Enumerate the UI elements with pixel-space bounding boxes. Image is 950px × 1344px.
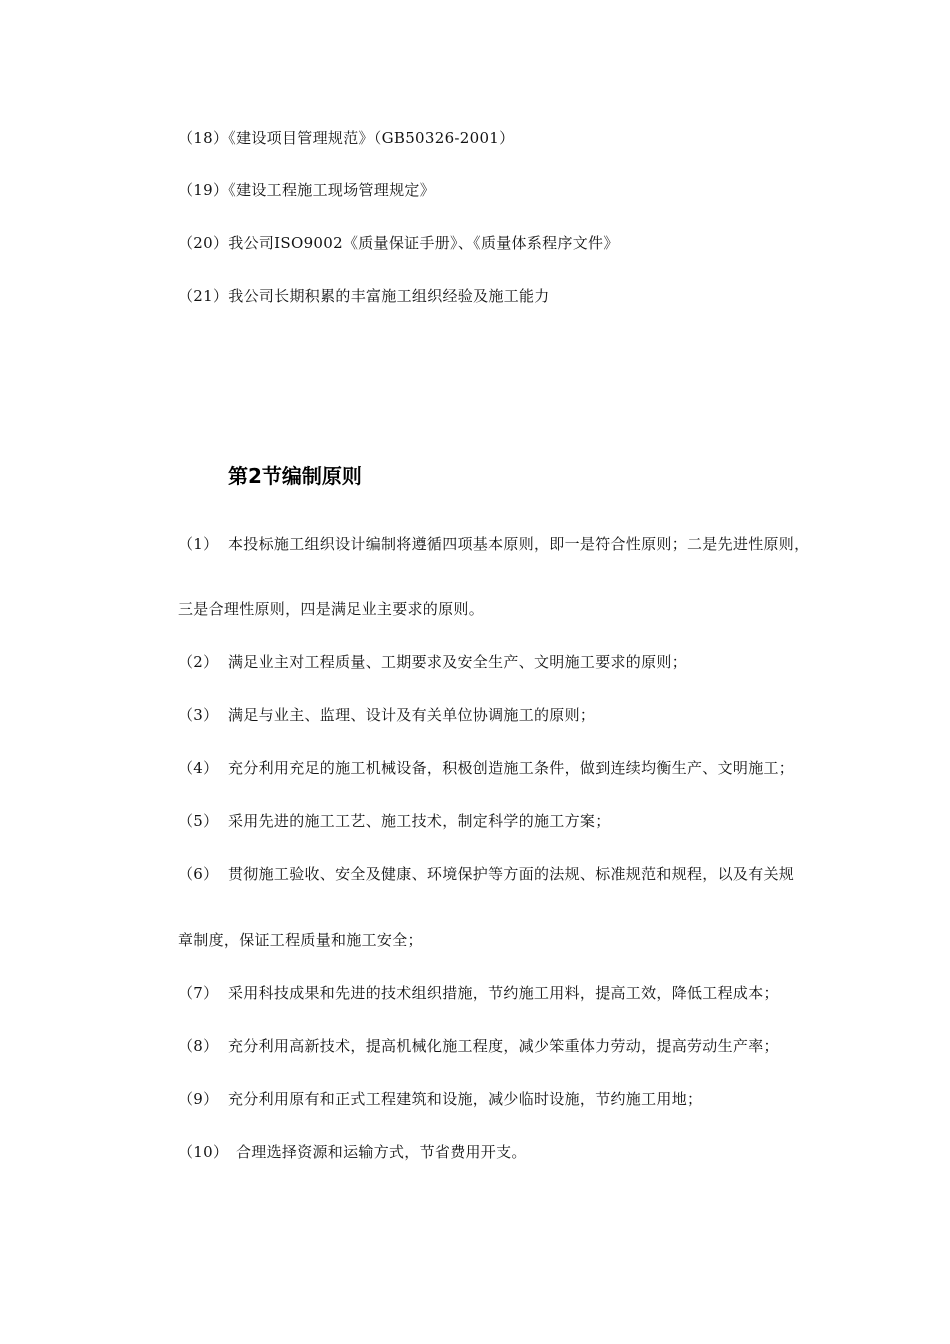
principle-item-6-continuation: 章制度，保证工程质量和施工安全； <box>178 931 423 949</box>
item-number: （9） <box>178 1090 219 1108</box>
item-text: 采用科技成果和先进的技术组织措施，节约施工用料，提高工效，降低工程成本； <box>228 984 779 1002</box>
item-text: 充分利用高新技术，提高机械化施工程度，减少笨重体力劳动，提高劳动生产率； <box>228 1037 779 1055</box>
principle-item-1-continuation: 三是合理性原则，四是满足业主要求的原则。 <box>178 600 485 618</box>
principle-item-8 <box>178 1036 779 1056</box>
item-number: （8） <box>178 1037 219 1055</box>
reference-item-18: （18）《建设项目管理规范》（GB50326-2001） <box>178 129 515 147</box>
item-number: （5） <box>178 812 219 830</box>
item-text: 充分利用充足的施工机械设备，积极创造施工条件，做到连续均衡生产、文明施工； <box>228 759 795 777</box>
item-text: 满足业主对工程质量、工期要求及安全生产、文明施工要求的原则； <box>228 653 688 671</box>
principle-item-4 <box>178 758 794 778</box>
item-number: （3） <box>178 706 219 724</box>
item-number: （6） <box>178 865 219 883</box>
item-text: 采用先进的施工工艺、施工技术，制定科学的施工方案； <box>228 812 611 830</box>
item-text: 本投标施工组织设计编制将遵循四项基本原则，即一是符合性原则；二是先进性原则， <box>228 535 810 553</box>
reference-item-20: （20）我公司ISO9002《质量保证手册》、《质量体系程序文件》 <box>178 234 619 252</box>
item-text: 满足与业主、监理、设计及有关单位协调施工的原则； <box>228 706 596 724</box>
principle-item-6 <box>178 864 794 884</box>
principle-item-5 <box>178 811 611 831</box>
item-text: 充分利用原有和正式工程建筑和设施，减少临时设施，节约施工用地； <box>228 1090 703 1108</box>
principle-item-3 <box>178 705 595 725</box>
reference-item-19: （19）《建设工程施工现场管理规定》 <box>178 181 435 199</box>
principle-item-7 <box>178 983 779 1003</box>
reference-item-21: （21）我公司长期积累的丰富施工组织经验及施工能力 <box>178 287 550 305</box>
item-number: （7） <box>178 984 219 1002</box>
item-text: 贯彻施工验收、安全及健康、环境保护等方面的法规、标准规范和规程，以及有关规 <box>228 865 795 883</box>
principle-item-1 <box>178 534 809 554</box>
principle-item-9 <box>178 1089 702 1109</box>
item-number: （1） <box>178 535 219 553</box>
item-number: （4） <box>178 759 219 777</box>
item-text: 合理选择资源和运输方式，节省费用开支。 <box>236 1143 527 1161</box>
item-number: （2） <box>178 653 219 671</box>
section-heading: 第2节编制原则 <box>228 464 362 488</box>
item-number: （10） <box>178 1143 229 1161</box>
principle-item-2 <box>178 652 687 672</box>
principle-item-10 <box>178 1142 527 1162</box>
